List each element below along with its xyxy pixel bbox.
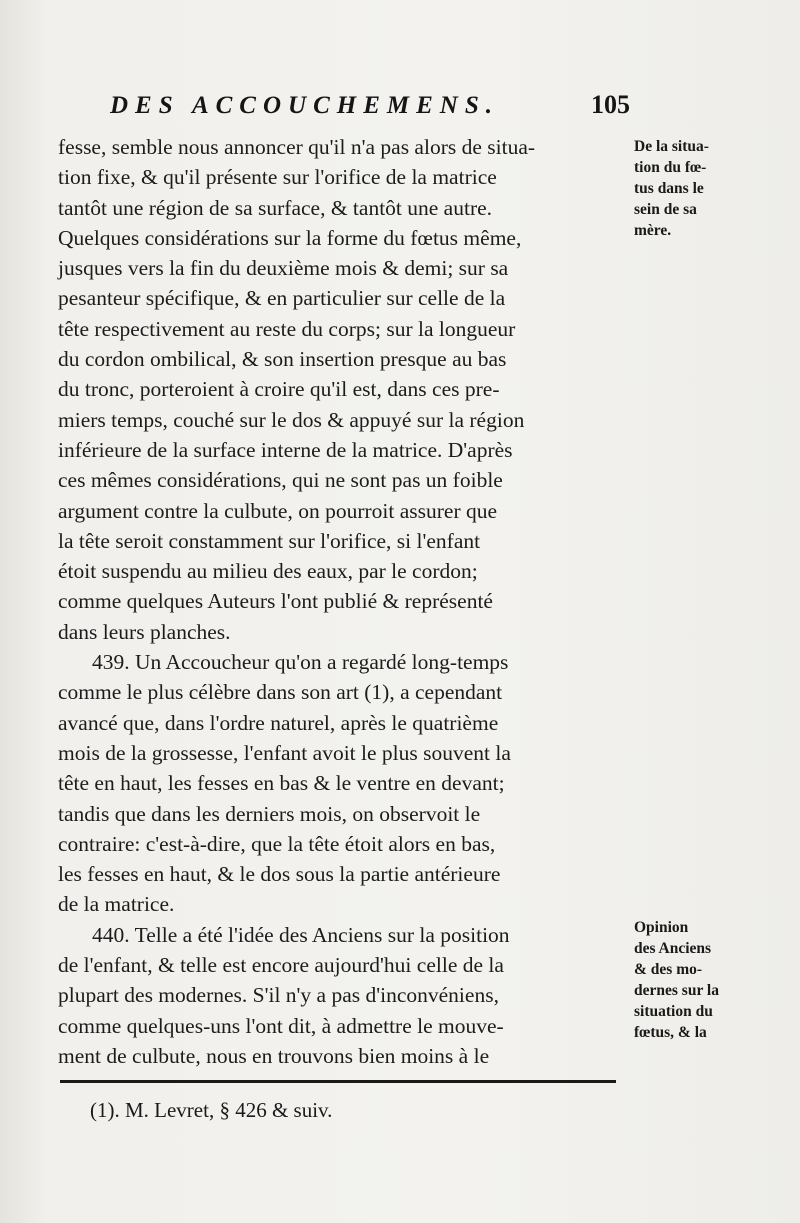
margin-note-line: des Anciens (634, 940, 712, 957)
text-line: tandis que dans les derniers mois, on observoit le (58, 801, 481, 826)
text-line: dans leurs planches. (58, 619, 231, 644)
margin-note-opinion (634, 917, 794, 1043)
text-line: la tête seroit constamment sur l'orifice, si l'enfant (58, 528, 481, 553)
text-line: argument contre la culbute, on pourroit assurer que (58, 498, 498, 523)
text-line: comme quelques-uns l'ont dit, à admettre le mouve- (58, 1013, 504, 1038)
margin-note-line: sein de sa (634, 201, 697, 218)
page-number: 105 (591, 90, 630, 119)
body-text (58, 132, 624, 1071)
text-line: pesanteur spécifique, & en particulier sur celle de la (58, 286, 506, 311)
margin-note-line: De la situa- (634, 138, 709, 155)
text-line: tête en haut, les fesses en bas & le ventre en devant; (58, 771, 505, 796)
text-line: les fesses en haut, & le dos sous la partie antérieure (58, 862, 501, 887)
text-line: ment de culbute, nous en trouvons bien moins à le (58, 1043, 490, 1068)
text-line: tête respectivement au reste du corps; sur la longueur (58, 316, 516, 341)
margin-note-situation (634, 136, 794, 241)
text-line: du tronc, porteroient à croire qu'il est, dans ces pre- (58, 377, 500, 402)
text-line: contraire: c'est-à-dire, que la tête étoit alors en bas, (58, 831, 496, 856)
margin-note-line: Opinion (634, 919, 689, 936)
text-line: plupart des modernes. S'il n'y a pas d'inconvéniens, (58, 983, 499, 1008)
text-line: de l'enfant, & telle est encore aujourd'hui celle de la (58, 953, 504, 978)
margin-note-line: mère. (634, 222, 672, 239)
margin-note-line: & des mo- (634, 961, 703, 978)
paragraph-440-start: 440. Telle a été l'idée des Anciens sur la position (92, 922, 510, 947)
text-line: fesse, semble nous annoncer qu'il n'a pas alors de situa- (58, 135, 536, 159)
text-line: tantôt une région de sa surface, & tantôt une autre. (58, 195, 493, 220)
text-line: mois de la grossesse, l'enfant avoit le plus souvent la (58, 740, 511, 765)
text-line: Quelques considérations sur la forme du fœtus même, (58, 225, 522, 250)
text-line: miers temps, couché sur le dos & appuyé sur la région (58, 407, 525, 432)
margin-note-line: fœtus, & la (634, 1024, 707, 1041)
text-line: étoit suspendu au milieu des eaux, par le cordon; (58, 559, 478, 584)
text-line: de la matrice. (58, 892, 175, 917)
margin-note-line: situation du (634, 1003, 713, 1020)
paragraph-439-start: 439. Un Accoucheur qu'on a regardé long-temps (92, 650, 509, 675)
text-line: ces mêmes considérations, qui ne sont pas un foible (58, 468, 503, 493)
text-line: jusques vers la fin du deuxième mois & demi; sur sa (58, 256, 509, 281)
text-line: inférieure de la surface interne de la matrice. D'après (58, 437, 513, 462)
text-line: avancé que, dans l'ordre naturel, après le quatrième (58, 710, 499, 735)
footnote-rule (60, 1080, 616, 1083)
text-line: comme le plus célèbre dans son art (1), a cependant (58, 680, 503, 705)
margin-note-line: dernes sur la (634, 982, 719, 999)
margin-note-line: tion du fœ- (634, 159, 707, 176)
margin-note-line: tus dans le (634, 180, 704, 197)
text-line: comme quelques Auteurs l'ont publié & représenté (58, 589, 493, 614)
text-line: tion fixe, & qu'il présente sur l'orifice de la matrice (58, 165, 497, 190)
footnote: (1). M. Levret, § 426 & suiv. (90, 1098, 333, 1122)
text-line: du cordon ombilical, & son insertion presque au bas (58, 347, 507, 372)
page-header (110, 92, 630, 126)
running-head: DES ACCOUCHEMENS. (110, 92, 499, 119)
